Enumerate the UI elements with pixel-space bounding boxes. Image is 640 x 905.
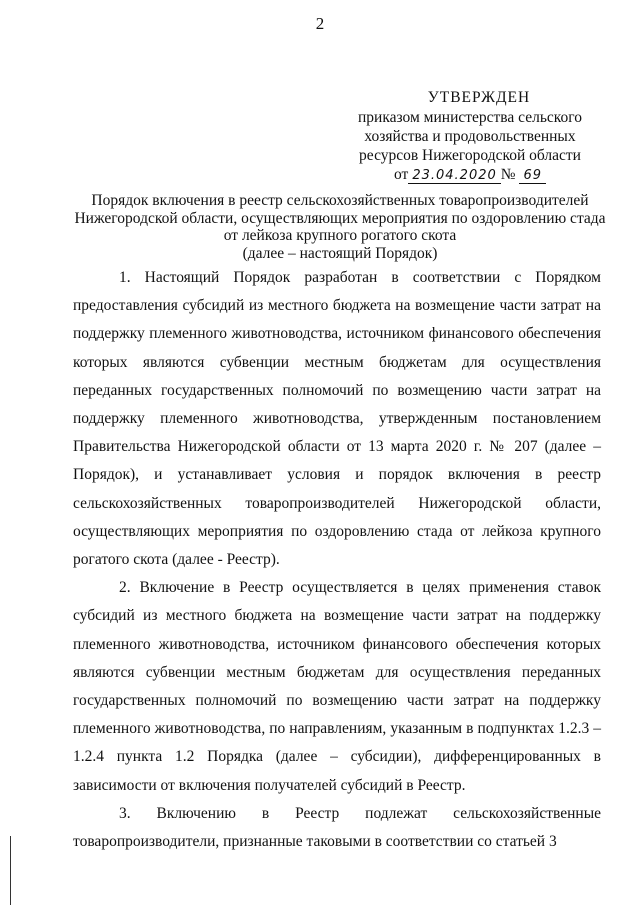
- approval-line-1: приказом министерства сельского: [357, 109, 583, 126]
- approval-heading: УТВЕРЖДЕН: [427, 89, 531, 106]
- document-body: [73, 264, 601, 856]
- title-line-1: Порядок включения в реестр сельскохозяйственных товаропроизводителей: [91, 192, 589, 209]
- document-title: [60, 192, 620, 262]
- handwritten-date: 23.04.2020: [408, 168, 500, 184]
- paragraph-2: 2. Включение в Реестр осуществляется в целях применения ставок субсидий из местного бюджета на возмещение части затрат на поддержку племенного животноводства, источником финансового обеспечения которых являются субвенции местным бюджетам для осуществления переданных государственных полномочий по возмещению части затрат на поддержку племенного животноводства, по направлениям, указанным в подпунктах 1.2.3 – 1.2.4 пункта 1.2 Порядка (далее – субсидии), дифференцированных в зависимости от включения получателей субсидий в Реестр.: [73, 579, 601, 794]
- margin-line: [10, 836, 11, 905]
- approval-line-2: хозяйства и продовольственных: [364, 128, 576, 145]
- title-line-2: Нижегородской области, осуществляющих мероприятия по оздоровлению стада: [74, 209, 606, 227]
- title-line-4: (далее – настоящий Порядок): [242, 244, 438, 262]
- paragraph-1: 1. Настоящий Порядок разработан в соответствии с Порядком предоставления субсидий из местного бюджета на возмещение части затрат на поддержку племенного животноводства, источником финансового обеспечения которых являются субвенции местным бюджетам для осуществления переданных государственных полномочий по возмещению части затрат на поддержку племенного животноводства, утвержденным постановлением Правительства Нижегородской области от 13 марта 2020 г. № 207 (далее – Порядок), и устанавливает условия и порядок включения в реестр сельскохозяйственных товаропроизводителей Нижегородской области, осуществляющих мероприятия по оздоровлению стада от лейкоза крупного рогатого скота (далее - Реестр).: [73, 269, 601, 569]
- approval-date-line: [340, 165, 600, 185]
- number-sign: №: [500, 166, 516, 183]
- date-prefix: от: [394, 166, 409, 183]
- page-number: 2: [315, 14, 325, 33]
- title-line-3: от лейкоза крупного рогатого скота: [223, 227, 457, 244]
- handwritten-number: 69: [519, 168, 546, 184]
- paragraph-3: 3. Включению в Реестр подлежат сельскохозяйственные товаропроизводители, признанные таковыми в соответствии со статьей 3: [73, 804, 601, 851]
- approval-block: [340, 88, 600, 185]
- approval-line-3: ресурсов Нижегородской области: [359, 147, 581, 164]
